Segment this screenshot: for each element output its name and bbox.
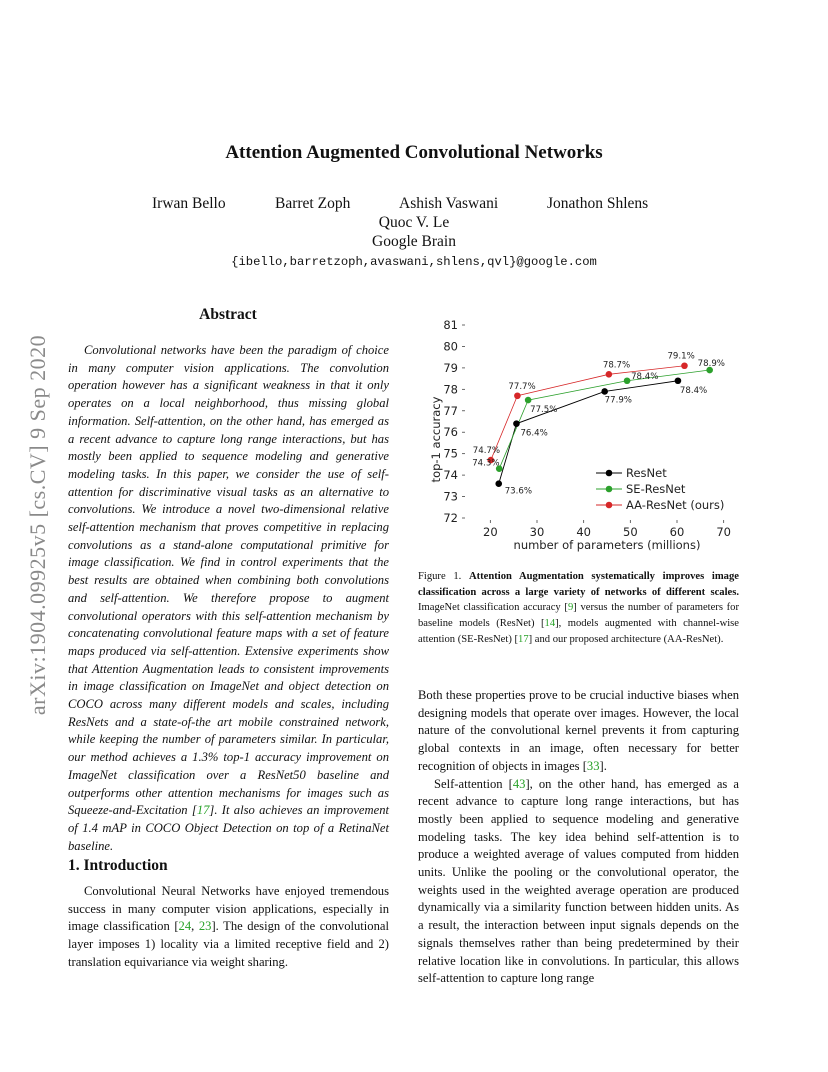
x-tick-label: 30: [529, 525, 545, 539]
data-label: 78.9%: [697, 359, 725, 370]
figure-caption-bold: Attention Augmentation systematically improves image classification across a large variety of networks of different scales.: [418, 571, 739, 598]
y-tick-label: 76: [443, 425, 458, 440]
paragraph-text: Convolutional Neural Networks have enjoyed tremendous success in many computer vision applications, especially in image classification [: [68, 884, 389, 934]
data-point: [606, 371, 613, 378]
abstract-body: [68, 342, 389, 855]
legend-marker: [606, 486, 613, 493]
data-label: 78.7%: [602, 360, 631, 371]
legend-marker: [606, 470, 613, 477]
abstract-heading: Abstract: [199, 306, 257, 323]
citation-link[interactable]: 43: [512, 776, 526, 791]
citation-link[interactable]: 17: [196, 803, 210, 818]
data-point: [675, 377, 682, 384]
x-tick-label: 20: [483, 525, 498, 539]
data-point: [525, 397, 532, 404]
data-point: [495, 480, 502, 487]
author-emails: {ibello,barretzoph,avaswani,shlens,qvl}@google.com: [231, 255, 597, 269]
legend-label: ResNet: [626, 466, 667, 480]
y-tick-label: 78: [443, 382, 458, 397]
y-tick-label: 73: [443, 489, 458, 504]
legend-label: SE-ResNet: [626, 482, 686, 496]
figure-label: Figure 1.: [418, 571, 462, 582]
data-label: 78.4%: [679, 385, 708, 396]
data-label: 77.7%: [508, 381, 536, 392]
y-tick-label: 72: [443, 511, 458, 525]
x-axis-label: number of parameters (millions): [513, 538, 701, 552]
figure-caption-text: ] versus the number of parameters for baseline models (ResNet) [: [418, 602, 740, 630]
introduction-paragraph: [68, 883, 389, 972]
citation-link[interactable]: 9: [567, 602, 574, 614]
data-label: 77.5%: [530, 405, 558, 416]
author-3: Ashish Vaswani: [399, 195, 499, 212]
arxiv-identifier-text: arXiv:1904.09925v5 [cs.CV] 9 Sep 2020: [25, 334, 50, 716]
paragraph-text: ]. The design of the convolutional layer imposes 1) locality via a limited receptive field and 2) translation equivariance via weight sharing.: [68, 919, 389, 969]
y-tick-label: 74: [443, 468, 458, 483]
y-tick-label: 80: [443, 339, 458, 354]
citation-link[interactable]: 33: [586, 758, 600, 773]
paragraph-text: ].: [599, 758, 607, 773]
abstract-text-end: ]. It also achieves an improvement of 1.4 mAP in COCO Object Detection on top of a RetinaNet baseline.: [68, 803, 389, 853]
citation-link[interactable]: 14: [544, 618, 556, 630]
arxiv-identifier: [18, 290, 58, 760]
figure-caption-text: ], models augmented with channel-wise attention (SE-ResNet) [: [418, 618, 739, 645]
data-label: 74.7%: [472, 446, 501, 457]
data-label: 76.4%: [520, 428, 548, 439]
y-axis-label: top-1 accuracy: [429, 396, 443, 483]
author-2: Barret Zoph: [275, 195, 351, 212]
right-column-text: [418, 687, 739, 988]
author-4: Jonathon Shlens: [547, 195, 649, 212]
x-tick-label: 50: [623, 525, 638, 539]
author-1: Irwan Bello: [152, 195, 226, 212]
paragraph-text: Self-attention [: [434, 776, 513, 791]
figure-caption-text: ] and our proposed architecture (AA-ResNet).: [528, 633, 724, 645]
x-tick-label: 40: [576, 525, 591, 539]
legend-label: AA-ResNet (ours): [626, 498, 725, 512]
paragraph-text: ], on the other hand, has emerged as a recent advance to capture long range interactions, but has mostly been applied to sequence modeling and generative modeling tasks. The key idea behind self-attention is to produce a weighted average of values computed from hidden units. Unlike the pooling or the convolutional operator, the weights used in the weighted average operation are produced dynamically via a similarity function between hidden units. As a result, the interaction between input signals depends on the signals themselves rather than being predetermined by their relative location like in convolutions. In particular, this allows self-attention to capture long range: [418, 776, 739, 986]
x-tick-label: 60: [669, 525, 685, 539]
data-point: [601, 388, 608, 395]
figure-1-caption: [418, 569, 739, 648]
data-label: 77.9%: [604, 395, 632, 406]
citation-link[interactable]: 24: [178, 919, 192, 934]
x-tick-label: 70: [716, 525, 731, 539]
data-point: [624, 377, 631, 384]
data-label: 73.6%: [504, 486, 533, 497]
figure-1-chart: [418, 310, 748, 560]
data-point: [513, 420, 520, 427]
y-tick-label: 75: [443, 446, 458, 461]
figure-caption-text: ImageNet classification accuracy [: [418, 602, 568, 614]
citation-link[interactable]: 17: [518, 633, 529, 645]
citation-link[interactable]: 23: [198, 919, 212, 934]
section-heading-introduction: 1. Introduction: [68, 857, 168, 874]
y-tick-label: 81: [443, 318, 458, 332]
citation-separator: ,: [191, 919, 199, 934]
data-label: 79.1%: [667, 351, 695, 362]
y-tick-label: 77: [443, 403, 458, 418]
author-5: Quoc V. Le: [378, 214, 450, 231]
paper-title: Attention Augmented Convolutional Networks: [225, 142, 603, 163]
y-tick-label: 79: [443, 360, 458, 375]
chart-point-labels: [472, 352, 725, 497]
data-label: 74.3%: [472, 458, 500, 469]
data-label: 78.4%: [631, 371, 659, 382]
legend-marker: [606, 502, 613, 509]
affiliation: Google Brain: [372, 233, 456, 250]
data-point: [514, 392, 521, 399]
chart-legend: [596, 466, 724, 512]
paragraph-text: Both these properties prove to be crucial inductive biases when designing models that operate over images. However, the local nature of the convolutional kernel prevents it from capturing global contexts in an image, often necessary for better recognition of objects in images [: [418, 688, 739, 773]
abstract-text: Convolutional networks have been the paradigm of choice in many computer vision applications. The convolution operation however has a significant weakness in that it only operates on a local neighborhood, thus missing global information. Self-attention, on the other hand, has emerged as a recent advance to capture long range interactions, but has mostly been applied to sequence modeling and generative modeling tasks. In this paper, we consider the use of self-attention for discriminative visual tasks as an alternative to convolutions. We introduce a novel two-dimensional relative self-attention mechanism that proves competitive in replacing convolutions as a stand-alone computational primitive for image classification. We find in control experiments that the best results are obtained when combining both convolutions and self-attention. We therefore propose to augment convolutional operators with this self-attention mechanism by concatenating convolutional feature maps with a set of feature maps produced via self-attention. Extensive experiments show that Attention Augmentation leads to consistent improvements in image classification on ImageNet and object detection on COCO across many different models and scales, including ResNets and a state-of-the art mobile constrained network, while keeping the number of parameters similar. In particular, our method achieves a 1.3% top-1 accuracy improvement on ImageNet classification over a ResNet50 baseline and outperforms other attention mechanisms for images such as Squeeze-and-Excitation [: [68, 343, 389, 818]
data-point: [681, 362, 688, 369]
